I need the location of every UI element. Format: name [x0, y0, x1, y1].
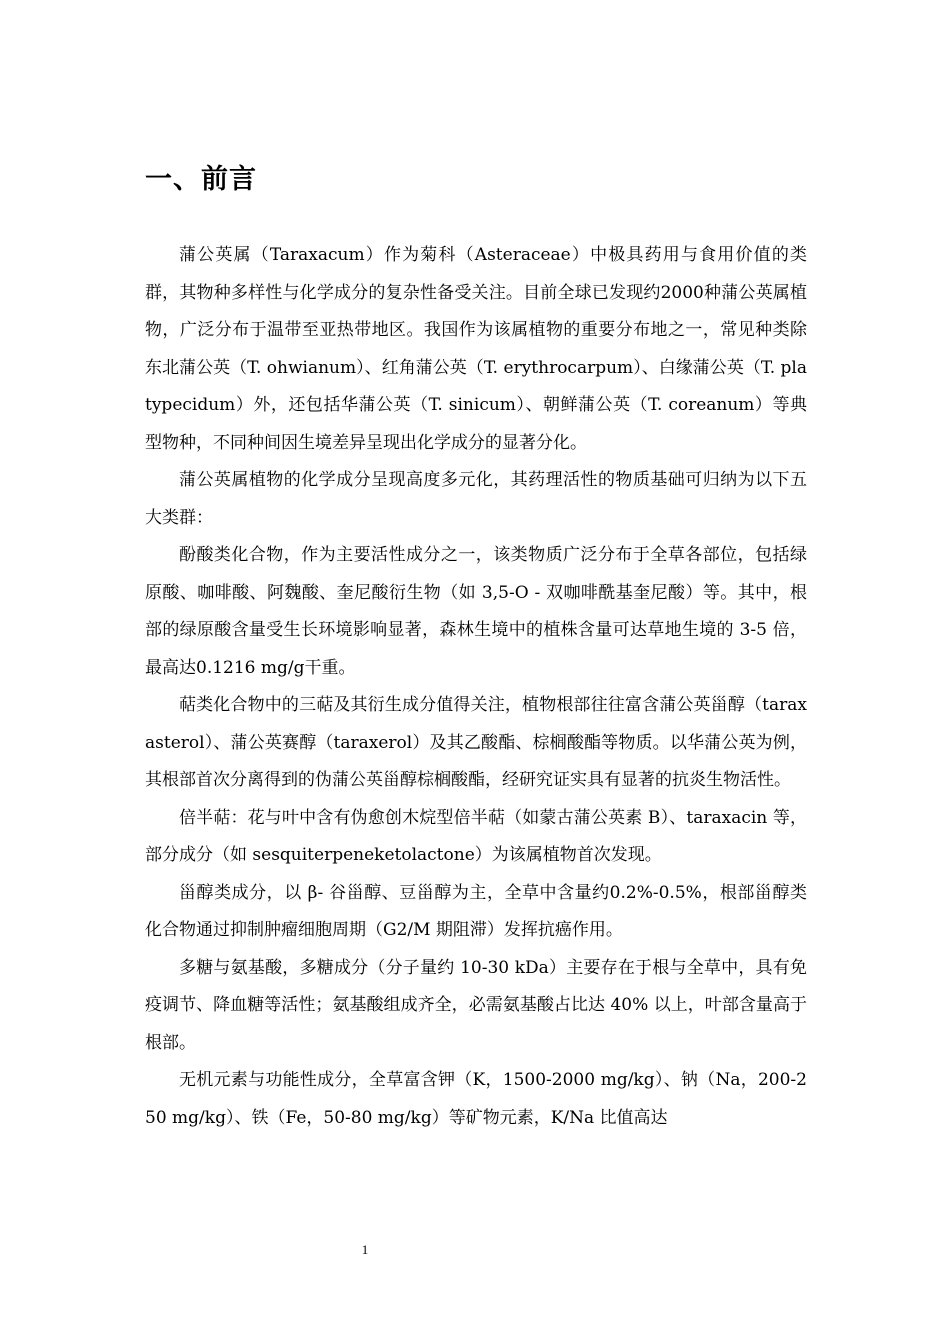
paragraph-intro: 蒲公英属（Taraxacum）作为菊科（Asteraceae）中极具药用与食用价值的类群，其物种多样性与化学成分的复杂性备受关注。目前全球已发现约2000种蒲公英属植物，广泛分布于温带至亚热带地区。我国作为该属植物的重要分布地之一，常见种类除东北蒲公英（T. ohwianum）、红角蒲公英（T. erythrocarpum）、白缘蒲公英（T. platypecidum）外，还包括华蒲公英（T. sinicum）、朝鲜蒲公英（T. coreanum）等典型物种，不同种间因生境差异呈现出化学成分的显著分化。 [145, 245, 807, 453]
section-heading: 一、前言 [145, 164, 257, 195]
paragraph-overview: 蒲公英属植物的化学成分呈现高度多元化，其药理活性的物质基础可归纳为以下五大类群： [145, 470, 807, 528]
paragraph-sterols: 甾醇类成分，以 β- 谷甾醇、豆甾醇为主，全草中含量约0.2%-0.5%，根部甾醇类化合物通过抑制肿瘤细胞周期（G2/M 期阻滞）发挥抗癌作用。 [145, 882, 807, 940]
paragraph-sesquiterpenes: 倍半萜：花与叶中含有伪愈创木烷型倍半萜（如蒙古蒲公英素 B）、taraxacin 等，部分成分（如 sesquiterpeneketolactone）为该属植物首次发现。 [145, 807, 807, 865]
paragraph-minerals: 无机元素与功能性成分，全草富含钾（K，1500-2000 mg/kg）、钠（Na，200-250 mg/kg）、铁（Fe，50-80 mg/kg）等矿物元素，K/Na 比值高达 [145, 1070, 807, 1128]
paragraph-terpenoids: 萜类化合物中的三萜及其衍生成分值得关注，植物根部往往富含蒲公英甾醇（taraxasterol）、蒲公英赛醇（taraxerol）及其乙酸酯、棕榈酸酯等物质。以华蒲公英为例，其根部首次分离得到的伪蒲公英甾醇棕榈酸酯，经研究证实具有显著的抗炎生物活性。 [145, 695, 807, 790]
body-text [145, 237, 807, 1137]
paragraph-phenolic-acids: 酚酸类化合物，作为主要活性成分之一，该类物质广泛分布于全草各部位，包括绿原酸、咖啡酸、阿魏酸、奎尼酸衍生物（如 3,5-O - 双咖啡酰基奎尼酸）等。其中，根部的绿原酸含量受生长环境影响显著，森林生境中的植株含量可达草地生境的 3-5 倍，最高达0.1216 mg/g干重。 [145, 545, 807, 678]
page-number: 1 [361, 1242, 369, 1257]
paragraph-polysaccharides: 多糖与氨基酸，多糖成分（分子量约 10-30 kDa）主要存在于根与全草中，具有免疫调节、降血糖等活性；氨基酸组成齐全，必需氨基酸占比达 40% 以上，叶部含量高于根部。 [145, 957, 807, 1053]
